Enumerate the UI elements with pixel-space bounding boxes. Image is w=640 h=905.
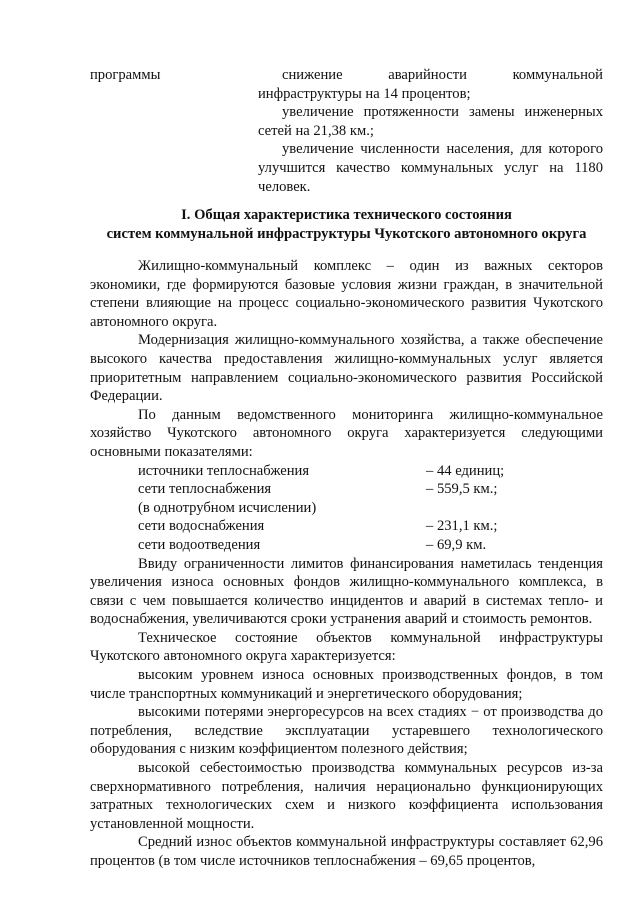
indicator-row [90, 536, 603, 555]
indicator-value: – 44 единиц; [426, 462, 505, 479]
passport-row-value [258, 66, 603, 196]
indicator-value: – 69,9 км. [426, 536, 487, 553]
indicator-row [90, 480, 603, 499]
indicator-label: сети водоснабжения [138, 518, 265, 535]
indicator-label: сети водоотведения [138, 536, 261, 553]
section-body [90, 257, 603, 871]
expected-result-item: увеличение численности населения, для которого улучшится качество коммунальных услуг на 1180 человек. [258, 141, 603, 195]
list-item: высокой себестоимостью производства коммунальных ресурсов из-за сверхнормативного потребления, наличия нерационально функционирующих затратных технологических схем и низкого коэффициента использования установленной мощности. [90, 760, 603, 832]
passport-row-label: программы [90, 67, 161, 83]
indicator-label: источники теплоснабжения [138, 462, 310, 479]
paragraph: По данным ведомственного мониторинга жилищно-коммунальное хозяйство Чукотского автономного округа характеризуется следующими основными показателями: [90, 406, 603, 460]
section-heading [90, 206, 603, 244]
indicator-label: (в однотрубном исчислении) [138, 499, 317, 516]
section-heading-line: систем коммунальной инфраструктуры Чукотского автономного округа [106, 226, 587, 242]
indicator-value: – 231,1 км.; [426, 518, 498, 535]
paragraph: Техническое состояние объектов коммунальной инфраструктуры Чукотского автономного округа характеризуется: [90, 629, 603, 665]
paragraph: Ввиду ограниченности лимитов финансирования наметилась тенденция увеличения износа основных фондов жилищно-коммунального комплекса, в связи с чем повышается количество инцидентов и аварий в системах тепло- и водоснабжения, увеличиваются сроки устранения аварий и стоимость ремонтов. [90, 555, 603, 628]
indicator-row [90, 462, 603, 481]
expected-result-item: увеличение протяженности замены инженерных сетей на 21,38 км.; [258, 104, 603, 139]
paragraph: Модернизация жилищно-коммунального хозяйства, а также обеспечение высокого качества предоставления жилищно-коммунальных услуг является приоритетным направлением социально-экономического развития Российской Федерации. [90, 332, 603, 405]
section-heading-line: I. Общая характеристика технического состояния [181, 207, 512, 223]
indicator-label: сети теплоснабжения [138, 481, 272, 498]
paragraph: Средний износ объектов коммунальной инфраструктуры составляет 62,96 процентов (в том числе источников теплоснабжения – 69,65 процентов, [90, 834, 603, 869]
indicator-row [90, 499, 603, 518]
indicators-list [90, 462, 603, 555]
expected-result-item: снижение аварийности коммунальной инфраструктуры на 14 процентов; [258, 67, 603, 102]
list-item: высоким уровнем износа основных производственных фондов, в том числе транспортных коммуникаций и энергетического оборудования; [90, 667, 603, 702]
indicator-value: – 559,5 км.; [426, 481, 498, 498]
indicator-row [90, 517, 603, 536]
paragraph: Жилищно-коммунальный комплекс – один из важных секторов экономики, где формируются базовые условия жизни граждан, в значительной степени влияющие на процесс социально-экономического развития Чукотского автономного округа. [90, 258, 603, 330]
list-item: высокими потерями энергоресурсов на всех стадиях − от производства до потребления, вследствие эксплуатации устаревшего технологического оборудования с низким коэффициентом полезного действия; [90, 704, 603, 758]
